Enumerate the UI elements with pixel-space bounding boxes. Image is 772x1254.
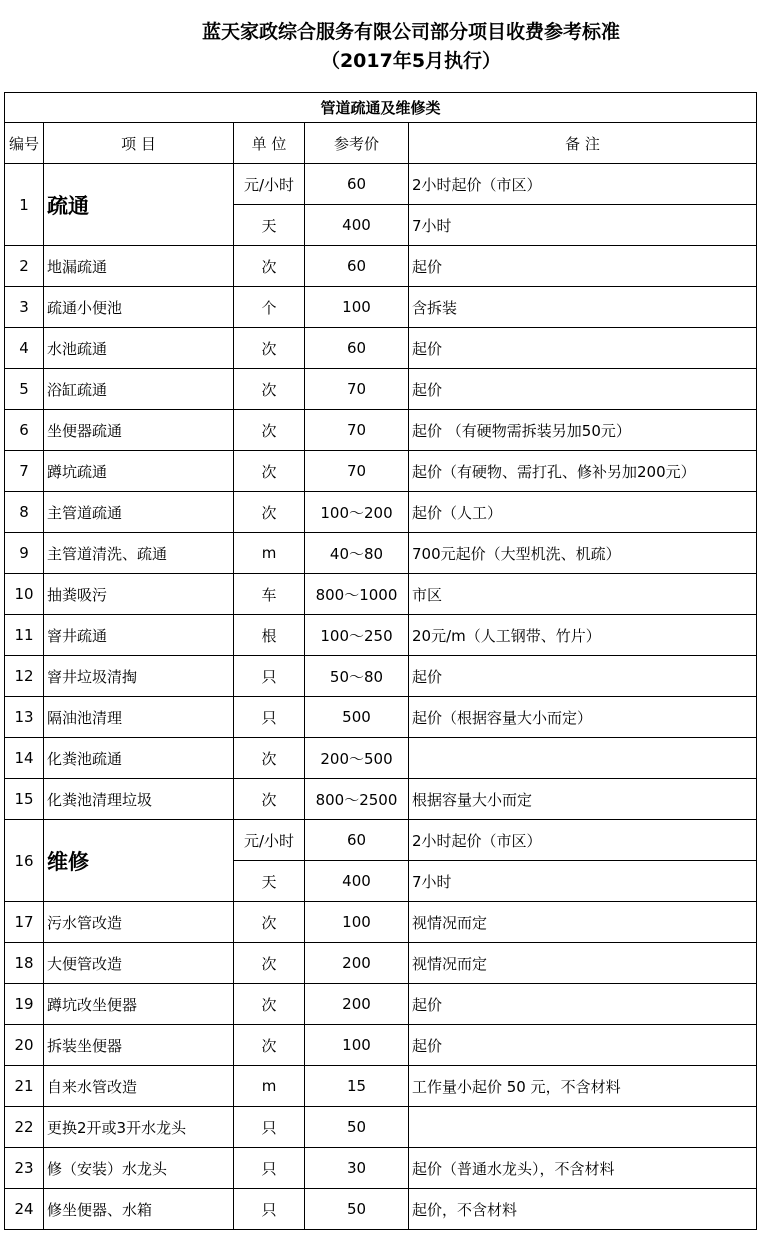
row-remark: 含拆装 [409,287,757,328]
row-remark: 20元/m（人工钢带、竹片） [409,615,757,656]
row-item: 坐便器疏通 [44,410,234,451]
row-remark: 工作量小起价 50 元，不含材料 [409,1066,757,1107]
row-unit: 元/小时 [234,820,305,861]
row-remark: 2小时起价（市区） [409,820,757,861]
row-remark: 市区 [409,574,757,615]
table-row [5,574,757,615]
row-number: 3 [5,287,44,328]
row-item: 更换2开或3开水龙头 [44,1107,234,1148]
row-item: 疏通小便池 [44,287,234,328]
row-number: 14 [5,738,44,779]
row-number: 20 [5,1025,44,1066]
row-price: 400 [305,205,409,246]
table-row [5,1025,757,1066]
row-item: 主管道疏通 [44,492,234,533]
table-row [5,164,757,205]
row-unit: 天 [234,205,305,246]
row-remark: 起价 [409,984,757,1025]
row-unit: 车 [234,574,305,615]
table-row [5,1148,757,1189]
row-unit: 元/小时 [234,164,305,205]
table-row [5,246,757,287]
row-item: 水池疏通 [44,328,234,369]
fee-table [4,92,757,1230]
row-remark: 根据容量大小而定 [409,779,757,820]
row-remark: 起价（根据容量大小而定） [409,697,757,738]
row-unit: 次 [234,369,305,410]
header-no: 编号 [5,123,44,164]
row-item: 主管道清洗、疏通 [44,533,234,574]
table-row [5,738,757,779]
row-item: 浴缸疏通 [44,369,234,410]
table-row [5,902,757,943]
table-row [5,779,757,820]
row-item: 疏通 [44,164,234,246]
row-number: 16 [5,820,44,902]
row-remark: 起价 [409,656,757,697]
row-remark [409,1107,757,1148]
table-row [5,328,757,369]
row-item: 修（安装）水龙头 [44,1148,234,1189]
row-number: 4 [5,328,44,369]
page-subtitle: （2017年5月执行） [320,50,502,72]
row-unit: 天 [234,861,305,902]
row-remark: 起价 （有硬物需拆装另加50元） [409,410,757,451]
table-row [5,1107,757,1148]
row-remark: 起价 [409,369,757,410]
row-price: 70 [305,410,409,451]
row-item: 窨井疏通 [44,615,234,656]
table-row [5,369,757,410]
row-unit: 次 [234,779,305,820]
row-unit: 只 [234,1189,305,1230]
row-number: 19 [5,984,44,1025]
row-remark: 7小时 [409,205,757,246]
row-item: 化粪池疏通 [44,738,234,779]
row-price: 200 [305,943,409,984]
row-remark: 2小时起价（市区） [409,164,757,205]
row-unit: 只 [234,656,305,697]
row-number: 23 [5,1148,44,1189]
row-price: 200～500 [305,738,409,779]
row-price: 100～200 [305,492,409,533]
row-price: 50 [305,1189,409,1230]
section-row [5,93,757,123]
row-price: 100 [305,902,409,943]
row-number: 10 [5,574,44,615]
row-remark: 起价 [409,246,757,287]
row-price: 60 [305,820,409,861]
row-price: 50 [305,1107,409,1148]
row-unit: 次 [234,451,305,492]
row-number: 18 [5,943,44,984]
row-number: 8 [5,492,44,533]
row-number: 7 [5,451,44,492]
row-price: 500 [305,697,409,738]
row-number: 6 [5,410,44,451]
row-item: 隔油池清理 [44,697,234,738]
row-unit: 次 [234,738,305,779]
header-row [5,123,757,164]
table-row [5,656,757,697]
row-number: 2 [5,246,44,287]
row-price: 800～1000 [305,574,409,615]
row-price: 60 [305,246,409,287]
row-number: 21 [5,1066,44,1107]
table-row [5,492,757,533]
header-item: 项 目 [44,123,234,164]
row-number: 1 [5,164,44,246]
row-item: 大便管改造 [44,943,234,984]
row-unit: 只 [234,697,305,738]
row-unit: 次 [234,246,305,287]
row-unit: 次 [234,492,305,533]
row-price: 70 [305,369,409,410]
row-item: 修坐便器、水箱 [44,1189,234,1230]
row-item: 维修 [44,820,234,902]
row-unit: m [234,1066,305,1107]
row-unit: 次 [234,1025,305,1066]
row-price: 60 [305,328,409,369]
row-remark: 视情况而定 [409,943,757,984]
table-row [5,984,757,1025]
header-unit: 单 位 [234,123,305,164]
row-price: 100 [305,1025,409,1066]
row-item: 蹲坑疏通 [44,451,234,492]
table-row [5,451,757,492]
row-price: 50～80 [305,656,409,697]
row-unit: 次 [234,943,305,984]
header-remark: 备 注 [409,123,757,164]
row-unit: 只 [234,1107,305,1148]
row-number: 22 [5,1107,44,1148]
row-unit: 个 [234,287,305,328]
table-row [5,820,757,861]
row-price: 800～2500 [305,779,409,820]
row-remark: 起价（普通水龙头），不含材料 [409,1148,757,1189]
row-price: 40～80 [305,533,409,574]
row-item: 拆装坐便器 [44,1025,234,1066]
row-remark [409,738,757,779]
row-remark: 起价（有硬物、需打孔、修补另加200元） [409,451,757,492]
row-price: 30 [305,1148,409,1189]
row-remark: 起价，不含材料 [409,1189,757,1230]
header-price: 参考价 [305,123,409,164]
row-price: 70 [305,451,409,492]
row-price: 15 [305,1066,409,1107]
row-remark: 7小时 [409,861,757,902]
row-number: 12 [5,656,44,697]
page-title: 蓝天家政综合服务有限公司部分项目收费参考标准 [201,21,620,43]
row-unit: 根 [234,615,305,656]
row-number: 15 [5,779,44,820]
row-item: 蹲坑改坐便器 [44,984,234,1025]
row-price: 400 [305,861,409,902]
table-row [5,1066,757,1107]
row-remark: 视情况而定 [409,902,757,943]
row-item: 窨井垃圾清掏 [44,656,234,697]
row-unit: 只 [234,1148,305,1189]
table-row [5,287,757,328]
table-row [5,615,757,656]
row-unit: 次 [234,410,305,451]
row-price: 200 [305,984,409,1025]
table-row [5,943,757,984]
table-row [5,533,757,574]
row-number: 13 [5,697,44,738]
row-price: 100～250 [305,615,409,656]
row-unit: 次 [234,328,305,369]
row-item: 污水管改造 [44,902,234,943]
section-title: 管道疏通及维修类 [5,93,757,123]
row-item: 地漏疏通 [44,246,234,287]
row-number: 9 [5,533,44,574]
table-row [5,410,757,451]
row-number: 24 [5,1189,44,1230]
row-price: 100 [305,287,409,328]
row-remark: 起价（人工） [409,492,757,533]
row-number: 5 [5,369,44,410]
row-unit: m [234,533,305,574]
row-remark: 起价 [409,328,757,369]
row-remark: 700元起价（大型机洗、机疏） [409,533,757,574]
row-item: 化粪池清理垃圾 [44,779,234,820]
row-number: 11 [5,615,44,656]
row-item: 抽粪吸污 [44,574,234,615]
table-row [5,697,757,738]
row-number: 17 [5,902,44,943]
row-price: 60 [305,164,409,205]
table-row [5,1189,757,1230]
row-unit: 次 [234,984,305,1025]
row-remark: 起价 [409,1025,757,1066]
row-item: 自来水管改造 [44,1066,234,1107]
row-unit: 次 [234,902,305,943]
